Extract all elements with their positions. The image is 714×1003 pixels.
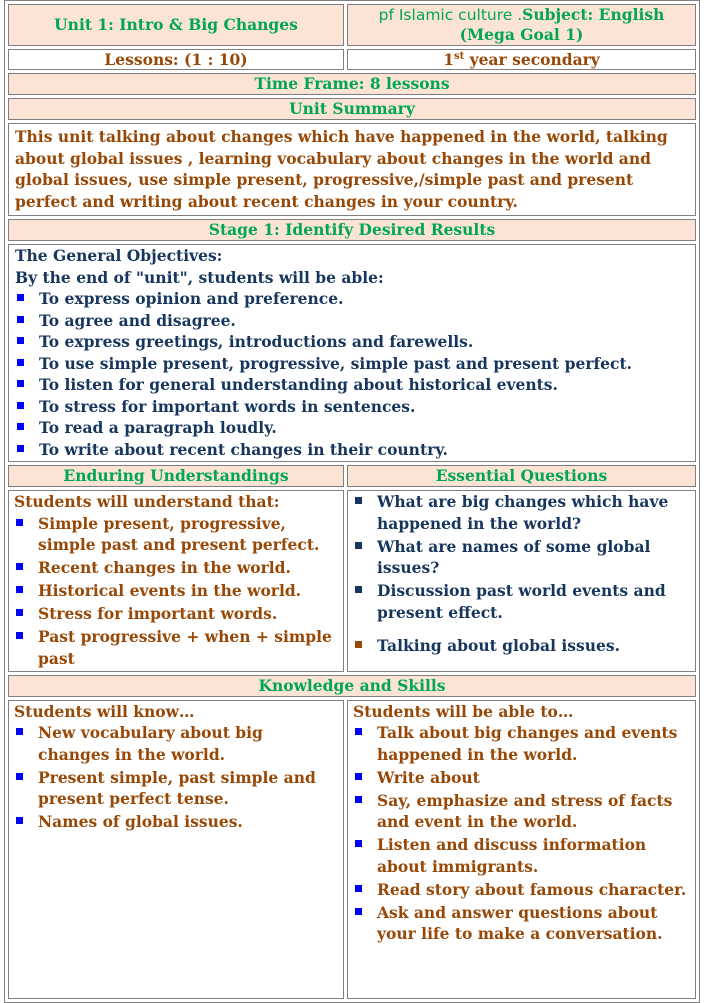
list-item: [353, 767, 690, 789]
unit-summary-text: This unit talking about changes which have happened in the world, talking about global issues , learning vocabulary about changes in the world and global issues, use simple present, progressive,/simple past and present perfect and writing about recent changes in your country.: [15, 127, 668, 211]
square-bullet-icon: [355, 840, 362, 847]
square-bullet-icon: [17, 445, 24, 452]
year-label: year secondary: [464, 50, 600, 69]
list-item: [15, 288, 689, 310]
understandings-intro: Students will understand that:: [14, 492, 280, 511]
objectives-cell: [8, 244, 696, 462]
questions-cell: [347, 490, 696, 672]
list-item: [15, 417, 689, 439]
square-bullet-icon: [16, 563, 23, 570]
understandings-cell: [8, 490, 344, 672]
objective-text: To agree and disagree.: [39, 310, 236, 330]
year-suffix: st: [453, 50, 465, 62]
list-item: [14, 603, 338, 625]
stage1-title: Stage 1: Identify Desired Results: [208, 220, 496, 239]
unit-summary-title: Unit Summary: [289, 99, 415, 118]
lesson-plan-page: [4, 0, 700, 1003]
objective-text: To express opinion and preference.: [39, 289, 344, 308]
list-item: [353, 580, 690, 623]
square-bullet-icon: [16, 632, 23, 639]
list-item: [15, 331, 689, 353]
objective-text: To read a paragraph loudly.: [39, 418, 277, 437]
stage1-heading: [8, 219, 696, 241]
list-item: [15, 374, 689, 396]
square-bullet-icon: [355, 586, 362, 593]
know-text: Names of global issues.: [38, 812, 243, 831]
know-list: [14, 722, 338, 833]
questions-title: Essential Questions: [435, 466, 608, 485]
knowledge-heading: [8, 675, 696, 697]
square-bullet-icon: [355, 885, 362, 892]
able-list: [353, 722, 690, 945]
objectives-title: The General Objectives:: [15, 246, 223, 265]
year-number: 1: [443, 50, 454, 69]
able-text: Say, emphasize and stress of facts and event in the world.: [377, 790, 673, 831]
unit-summary-body: [8, 123, 696, 216]
square-bullet-icon: [17, 316, 24, 323]
list-item: [353, 790, 690, 833]
square-bullet-icon: [355, 641, 362, 648]
square-bullet-icon: [17, 359, 24, 366]
list-item: [14, 767, 338, 810]
unit-title-cell: [8, 4, 344, 46]
subject-line2: (Mega Goal 1): [459, 25, 584, 44]
square-bullet-icon: [16, 773, 23, 780]
able-text: Write about: [377, 767, 480, 787]
square-bullet-icon: [355, 497, 362, 504]
knowledge-title: Knowledge and Skills: [258, 675, 446, 695]
understanding-text: Stress for important words.: [38, 604, 278, 623]
understanding-text: Historical events in the world.: [38, 581, 302, 600]
list-item: [353, 536, 690, 579]
question-text: Talking about global issues.: [377, 636, 620, 655]
square-bullet-icon: [17, 380, 24, 387]
list-item: [15, 439, 689, 461]
list-item: [14, 626, 338, 669]
able-text: Listen and discuss information about immigrants.: [377, 835, 647, 876]
understandings-title: Enduring Understandings: [63, 466, 289, 485]
square-bullet-icon: [17, 337, 24, 344]
objective-text: To write about recent changes in their country.: [39, 439, 448, 459]
objectives-intro: By the end of "unit", students will be able:: [15, 267, 384, 287]
know-intro: Students will know…: [14, 701, 195, 721]
year-cell: [347, 49, 696, 70]
square-bullet-icon: [16, 728, 23, 735]
lessons-label: Lessons: (1 : 10): [104, 50, 248, 69]
understandings-list: [14, 513, 338, 670]
square-bullet-icon: [16, 519, 23, 526]
able-text: Read story about famous character.: [377, 879, 687, 899]
objectives-list: [15, 288, 689, 460]
able-cell: [347, 700, 696, 999]
objective-text: To express greetings, introductions and farewells.: [39, 332, 474, 351]
unit-summary-heading: [8, 98, 696, 120]
list-item: [14, 513, 338, 556]
subject-cell: [347, 4, 696, 46]
list-item: [14, 722, 338, 765]
able-text: Ask and answer questions about your life to make a conversation.: [377, 902, 663, 943]
know-text: Present simple, past simple and present perfect tense.: [38, 767, 316, 808]
list-item: [353, 722, 690, 765]
list-item: [14, 557, 338, 579]
square-bullet-icon: [16, 609, 23, 616]
know-text: New vocabulary about big changes in the world.: [38, 723, 263, 764]
list-item: [14, 811, 338, 833]
list-item: [353, 902, 690, 945]
questions-list: [353, 491, 690, 657]
understanding-text: Simple present, progressive, simple past and present perfect.: [38, 513, 320, 554]
question-text: What are names of some global issues?: [377, 536, 651, 577]
square-bullet-icon: [355, 542, 362, 549]
subject-text: Subject: English: [522, 5, 665, 24]
question-text: What are big changes which have happened in the world?: [377, 492, 669, 533]
list-item: [15, 310, 689, 332]
understanding-text: Recent changes in the world.: [38, 558, 291, 577]
square-bullet-icon: [355, 796, 362, 803]
square-bullet-icon: [355, 773, 362, 780]
square-bullet-icon: [17, 423, 24, 430]
list-item: [353, 879, 690, 901]
square-bullet-icon: [16, 586, 23, 593]
understandings-heading: [8, 465, 344, 487]
know-cell: [8, 700, 344, 999]
objective-text: To use simple present, progressive, simple past and present perfect.: [39, 353, 633, 373]
lessons-cell: [8, 49, 344, 70]
able-text: Talk about big changes and events happened in the world.: [377, 723, 678, 764]
list-item: [353, 635, 690, 657]
square-bullet-icon: [355, 908, 362, 915]
objective-text: To stress for important words in sentences.: [39, 396, 416, 416]
square-bullet-icon: [355, 728, 362, 735]
objective-text: To listen for general understanding about historical events.: [39, 375, 558, 394]
unit-title: Unit 1: Intro & Big Changes: [54, 15, 298, 34]
list-item: [353, 491, 690, 534]
subject-prefix: pf Islamic culture .: [378, 6, 523, 24]
square-bullet-icon: [17, 294, 24, 301]
time-frame-cell: [8, 73, 696, 95]
time-frame: Time Frame: 8 lessons: [254, 74, 450, 93]
list-item: [353, 834, 690, 877]
understanding-text: Past progressive + when + simple past: [38, 627, 332, 668]
list-item: [14, 580, 338, 602]
list-item: [15, 396, 689, 418]
questions-heading: [347, 465, 696, 487]
able-intro: Students will be able to…: [353, 701, 574, 721]
square-bullet-icon: [16, 817, 23, 824]
square-bullet-icon: [17, 402, 24, 409]
list-item: [15, 353, 689, 375]
question-text: Discussion past world events and present effect.: [377, 581, 666, 622]
lesson-plan-table: [4, 0, 700, 1003]
